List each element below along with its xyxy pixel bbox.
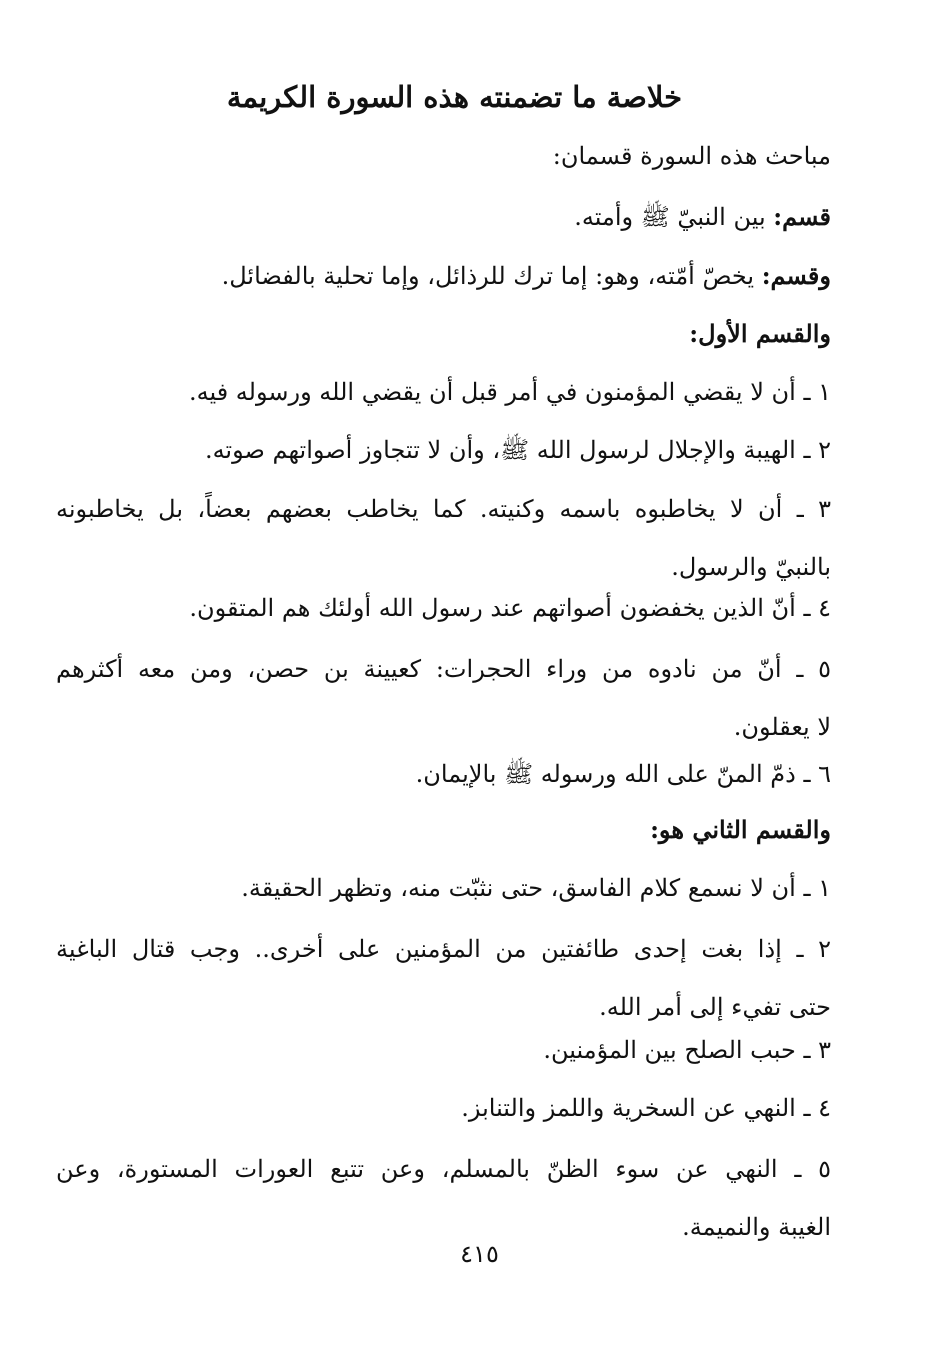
section-1-item-4: ٤ ـ أنّ الذين يخفضون أصواتهم عند رسول الله أولئك هم المتقون. xyxy=(189,594,831,622)
division-1-label: قسم: xyxy=(773,202,831,231)
section-1-item-2: ٢ ـ الهيبة والإجلال لرسول الله ﷺ، وأن لا تتجاوز أصواتهم صوته. xyxy=(204,436,831,464)
section-2-item-3: ٣ ـ حبب الصلح بين المؤمنين. xyxy=(543,1036,831,1064)
intro-text: مباحث هذه السورة قسمان: xyxy=(552,142,831,170)
section-1-item-5-line-2: لا يعقلون. xyxy=(733,713,831,741)
section-2-item-5-line-1: ٥ ـ النهي عن سوء الظنّ بالمسلم، وعن تتبع العورات المستورة، وعن xyxy=(56,1155,831,1183)
section-1-item-6: ٦ ـ ذمّ المنّ على الله ورسوله ﷺ بالإيمان. xyxy=(415,760,831,788)
section-1-item-1: ١ ـ أن لا يقضي المؤمنون في أمر قبل أن يقضي الله ورسوله فيه. xyxy=(188,378,831,406)
section-2-item-2 xyxy=(56,920,831,1036)
section-1-item-3-line-1: ٣ ـ أن لا يخاطبوه باسمه وكنيته. كما يخاطب بعضهم بعضاً، بل يخاطبونه xyxy=(56,495,831,523)
division-2-label: وقسم: xyxy=(761,261,831,290)
division-2 xyxy=(222,262,831,291)
section-2-item-2-line-1: ٢ ـ إذا بغت إحدى طائفتين من المؤمنين على أخرى.. وجب قتال الباغية xyxy=(56,935,831,963)
section-1-item-5 xyxy=(56,640,831,756)
page-title: خلاصة ما تضمنته هذه السورة الكريمة xyxy=(226,80,683,114)
section-2-item-5 xyxy=(56,1140,831,1256)
section-2-heading: والقسم الثاني هو: xyxy=(650,815,831,844)
page-number: ٤١٥ xyxy=(460,1240,499,1268)
section-2-item-5-line-2: الغيبة والنميمة. xyxy=(682,1213,831,1241)
section-1-item-3 xyxy=(56,480,831,596)
section-1-item-5-line-1: ٥ ـ أنّ من نادوه من وراء الحجرات: كعيينة بن حصن، ومن معه أكثرهم xyxy=(56,655,831,683)
division-1 xyxy=(574,203,831,232)
section-1-heading: والقسم الأول: xyxy=(689,319,831,348)
division-1-text: بين النبيّ ﷺ وأمته. xyxy=(574,203,766,231)
section-2-item-1: ١ ـ أن لا نسمع كلام الفاسق، حتى نثبّت منه، وتظهر الحقيقة. xyxy=(241,874,831,902)
division-2-text: يخصّ أمّته، وهو: إما ترك للرذائل، وإما تحلية بالفضائل. xyxy=(221,262,755,290)
section-1-item-3-line-2: بالنبيّ والرسول. xyxy=(671,553,831,581)
section-2-item-2-line-2: حتى تفيء إلى أمر الله. xyxy=(599,993,831,1021)
section-2-item-4: ٤ ـ النهي عن السخرية واللمز والتنابز. xyxy=(461,1094,831,1122)
